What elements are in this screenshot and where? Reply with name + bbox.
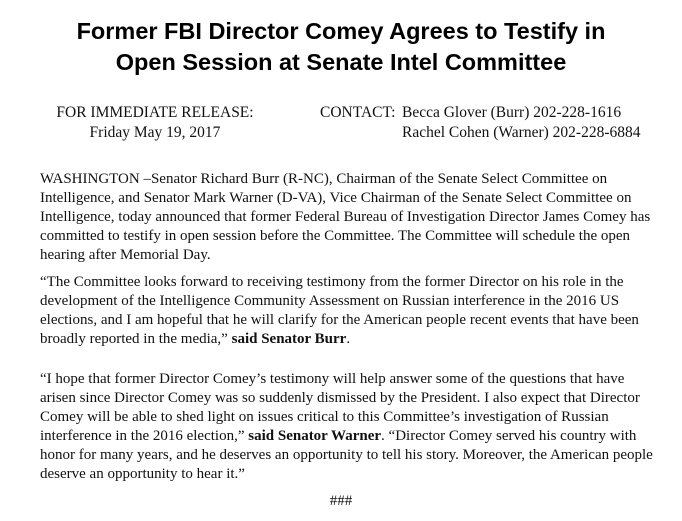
burr-attribution: said Senator Burr — [231, 331, 347, 347]
burr-quote-end: . — [346, 331, 351, 347]
headline-line-2: Open Session at Senate Intel Committee — [115, 49, 567, 75]
paragraph-burr-quote — [40, 273, 655, 349]
release-info — [50, 103, 260, 143]
release-date: Friday May 19, 2017 — [89, 124, 221, 141]
burr-quote-text: “The Committee looks forward to receiving testimony from the former Director on his role in the development of the Intelligence Community Assessment on Russian interference in the 2016 US elections, and I am hopeful that he will clarify for the American people recent events that have been broadly reported in the media,” — [40, 274, 639, 347]
headline — [20, 16, 662, 78]
release-label: FOR IMMEDIATE RELEASE: — [56, 104, 254, 121]
paragraph-warner-quote — [40, 370, 655, 484]
warner-quote-rest: . “Director Comey served his country with honor for many years, and he deserves an opportunity to tell his story. Moreover, the American people deserve an opportunity to hear it.” — [40, 428, 653, 482]
contact-line-1: Becca Glover (Burr) 202-228-1616 — [402, 104, 622, 121]
end-mark: ### — [329, 493, 353, 509]
paragraph-announcement — [40, 170, 655, 265]
warner-attribution: said Senator Warner — [248, 428, 382, 444]
contact-lines — [402, 103, 641, 143]
announcement-text: WASHINGTON –Senator Richard Burr (R-NC), Chairman of the Senate Select Committee on Intelligence, and Senator Mark Warner (D-VA), Vice Chairman of the Senate Select Committee on Intelligence, today announced that former Federal Bureau of Investigation Director James Comey has committed to testify in open session before the Committee. The Committee will schedule the open hearing after Memorial Day. — [40, 171, 651, 263]
contact-label: CONTACT: — [320, 104, 396, 121]
contact-line-2: Rachel Cohen (Warner) 202-228-6884 — [402, 124, 641, 141]
warner-quote-text: “I hope that former Director Comey’s testimony will help answer some of the questions that have arisen since Director Comey was so suddenly dismissed by the President. I also expect that Director Comey will be able to shed light on issues critical to this Committee’s investigation of Russian interference in the 2016 election,” — [40, 371, 640, 444]
headline-line-1: Former FBI Director Comey Agrees to Testify in — [76, 18, 606, 44]
